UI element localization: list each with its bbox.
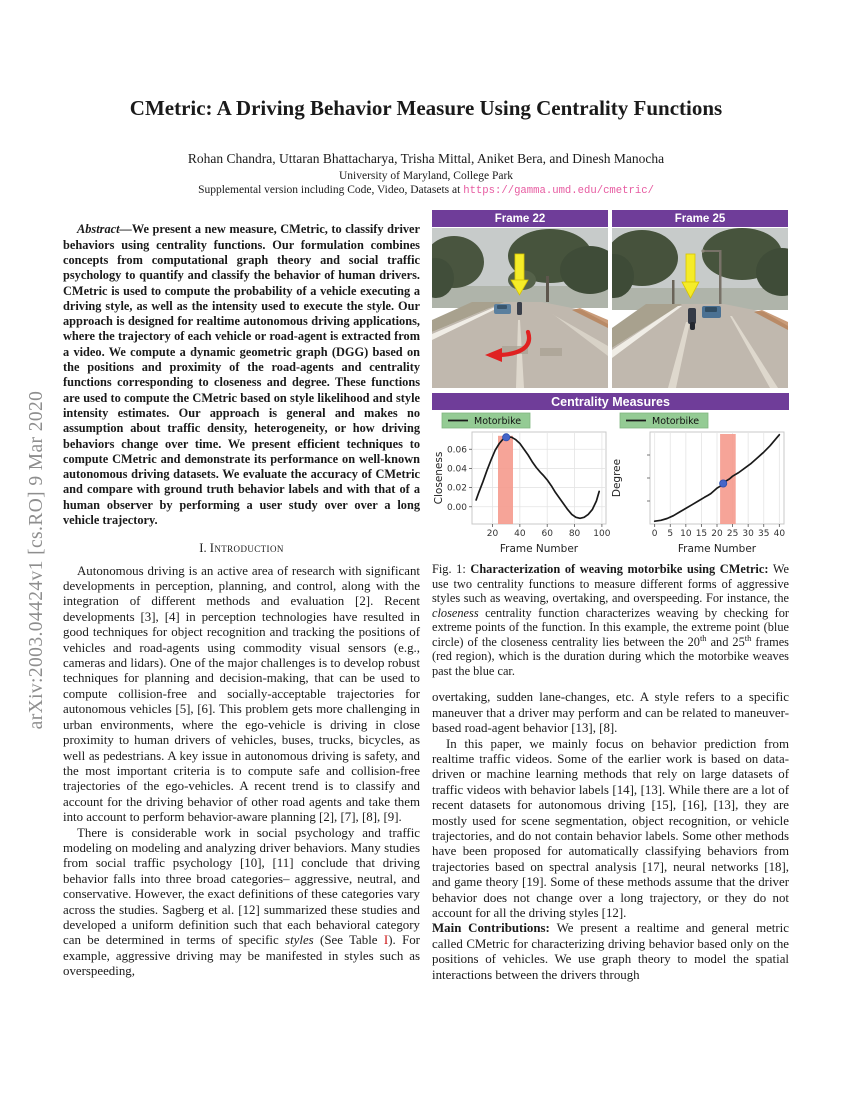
abstract-text: We present a new measure, CMetric, to classify driver behaviors using centrality functions. Our formulation combines concepts from computational graph theory and social traffic psychology to quantify and classify the behavior of human drivers. CMetric is used to compute the probability of a vehicle executing a driving style, as well as the intensity used to execute the style. Our approach is designed for realtime autonomous driving applications, where the trajectory of each vehicle or road-agent is extracted from a video. We compute a dynamic geometric graph (DGG) based on the positions and proximity of the road-agents and centrality functions corresponding to closeness and degree. These functions are used to compute the CMetric based on style likelihood and style intensity estimates. Our approach is general and makes no assumption about traffic density, heterogeneity, or how driving behaviors change over time. We present efficient techniques to compute CMetric and demonstrate its performance on well-known autonomous driving datasets. We evaluate the accuracy of CMetric and compare with ground truth behavior labels and with that of a human observer by performing a user study over over a long vehicle trajectory. xyxy=(63,222,420,527)
intro-p2-text-c: ). For example, aggressive driving may be manifested in styles such as overspeeding, xyxy=(63,933,420,979)
svg-text:0.02: 0.02 xyxy=(446,483,467,494)
frame-22-header: Frame 22 xyxy=(432,210,608,227)
svg-text:5: 5 xyxy=(667,529,674,539)
caption-sup-1: th xyxy=(699,632,707,643)
caption-sup-2: th xyxy=(744,632,752,643)
svg-text:35: 35 xyxy=(758,529,770,539)
supplemental-line xyxy=(63,184,789,197)
right-column xyxy=(432,210,789,983)
caption-bold: Characterization of weaving motorbike using CMetric: xyxy=(470,562,769,576)
svg-text:Frame Number: Frame Number xyxy=(677,543,757,555)
frame-22-photo xyxy=(432,228,608,388)
caption-text-d: frames (red region), which is the duration during which the motorbike weaves past the blue car. xyxy=(432,634,789,678)
yellow-arrow-icon xyxy=(515,254,524,280)
svg-text:15: 15 xyxy=(695,529,708,539)
figure-1 xyxy=(432,210,789,678)
video-frame-22 xyxy=(432,210,608,388)
author-list: Rohan Chandra, Uttaran Bhattacharya, Trisha Mittal, Aniket Bera, and Dinesh Manocha xyxy=(187,151,665,166)
svg-text:Closeness: Closeness xyxy=(433,451,445,505)
caption-tag: Fig. 1: xyxy=(432,562,471,576)
svg-text:20: 20 xyxy=(711,529,723,539)
svg-text:30: 30 xyxy=(742,529,754,539)
svg-text:25: 25 xyxy=(726,529,739,539)
closeness-chart xyxy=(432,412,610,555)
centrality-measures-banner: Centrality Measures xyxy=(432,393,789,410)
svg-text:60: 60 xyxy=(541,529,553,539)
supplemental-text: Supplemental version including Code, Video, Datasets at xyxy=(198,184,464,196)
supplemental-url-link[interactable]: https://gamma.umd.edu/cmetric/ xyxy=(463,185,654,197)
video-frame-25 xyxy=(612,210,788,388)
svg-text:Motorbike: Motorbike xyxy=(652,416,700,427)
section-title: Introduction xyxy=(209,540,284,555)
section-heading-introduction xyxy=(63,541,420,556)
svg-text:0: 0 xyxy=(651,529,658,539)
svg-text:0.04: 0.04 xyxy=(446,464,467,475)
col2-paragraph-2: In this paper, we mainly focus on behavior prediction from realtime traffic videos. Some of the earlier work is based on data-driven or machine learning methods that rely on large datasets of traffic videos with behavior labels [14], [13]. While there are a lot of recent datasets for autonomous driving [15], [16], [13], they are mostly used for scene segmentation, object recognition, or vehicle trajectories, and do not contain behavior labels. Some other methods have been proposed for automatically classifying behaviors from trajectories based on spectral analysis [17], neural networks [18], and game theory [19]. Some of these methods assume that the driver behavior does not change over a long trajectory, or they do not account for all the driving styles [12]. xyxy=(432,736,789,921)
intro-paragraph-2 xyxy=(63,826,420,980)
frame-25-header: Frame 25 xyxy=(612,210,788,227)
intro-p2-text-b: (See Table xyxy=(313,933,384,948)
caption-text-c: and 25 xyxy=(706,634,745,649)
svg-text:10: 10 xyxy=(680,529,692,539)
degree-chart xyxy=(610,412,788,555)
caption-text-b: centrality function characterizes weaving by checking for extreme points of the function. In this example, the extreme point (blue circle) of the closeness centrality lies between the 20 xyxy=(432,605,789,649)
figure-caption xyxy=(432,562,789,678)
video-frames-row xyxy=(432,210,789,388)
svg-text:Degree: Degree xyxy=(611,458,623,498)
col2-p3-text: We present a realtime and general metric called CMetric for characterizing driving behavior based only on the positions of vehicles. We use graph theory to model the spatial interactions between the drivers through xyxy=(432,921,789,982)
svg-text:Motorbike: Motorbike xyxy=(474,416,522,427)
paper-title: CMetric: A Driving Behavior Measure Using Centrality Functions xyxy=(129,96,723,120)
abstract-lead: Abstract— xyxy=(77,222,132,237)
svg-text:20: 20 xyxy=(486,529,499,539)
svg-text:0.06: 0.06 xyxy=(446,445,467,456)
caption-text-a: We use two centrality functions to measure different forms of aggressive styles such as weaving, overtaking, and overspeeding. For instance, the xyxy=(432,562,789,605)
col2-paragraph-1: overtaking, sudden lane-changes, etc. A style refers to a specific maneuver that a driver may perform and can be related to maneuver-based road-agent behavior [13], [8]. xyxy=(432,690,789,736)
main-contributions-lead: Main Contributions: xyxy=(432,921,557,936)
styles-italic: styles xyxy=(285,933,314,948)
intro-paragraph-1: Autonomous driving is an active area of research with significant developments in perception, planning, and control, along with the integration of different methods and evaluation [2]. Recent developments [3], [4] in perception technologies have resulted in good techniques for object recognition and tracking the positions of vehicles and road-agents using commodity visual sensors (e.g., cameras and lidars). One of the major challenges is to develop robust techniques for planning and decision-making, that can be used to compute collision-free and socially-acceptable trajectories for autonomous vehicles [5], [6]. This problem gets more challenging in urban environments, where the ego-vehicle is driving in close proximity to human drivers of vehicles, buses, trucks, bicycles, as well as pedestrians. A key issue in autonomous driving is safety, and the most important criteria is to compute safe and collision-free trajectories of the ego-vehicles. A recent trend is to classify and account for the driving behavior of other road agents and take them into account to perform behavior-aware planning [2], [7], [8], [9]. xyxy=(63,563,420,825)
frame-25-photo xyxy=(612,228,788,388)
svg-text:80: 80 xyxy=(568,529,581,539)
svg-text:0.00: 0.00 xyxy=(446,502,467,513)
left-column xyxy=(63,210,420,983)
closeness-italic: closeness xyxy=(432,605,479,620)
yellow-arrow-icon xyxy=(686,254,695,282)
intro-p2-text-a: There is considerable work in social psychology and traffic modeling on modeling and analyzing driver behaviors. Many studies from social traffic psychology [10], [11] conclude that driving behavior falls into three broad categories– aggressive, neutral, and conservative. However, the exact definitions of these categories vary across the studies. Sagberg et al. [12] summarized these studies and developed a uniform definition such that each behavioral category can be determined in terms of specific xyxy=(63,825,420,948)
svg-text:100: 100 xyxy=(593,529,610,539)
abstract-paragraph xyxy=(63,222,420,528)
arxiv-stamp: arXiv:2003.04424v1 [cs.RO] 9 Mar 2020 xyxy=(26,390,47,730)
col2-paragraph-3 xyxy=(432,921,789,983)
svg-text:40: 40 xyxy=(514,529,526,539)
svg-text:40: 40 xyxy=(773,529,786,539)
affiliation: University of Maryland, College Park xyxy=(338,170,514,182)
table-ref-link[interactable]: I xyxy=(383,933,389,948)
svg-text:Frame Number: Frame Number xyxy=(499,543,579,555)
section-number: I. xyxy=(199,540,207,555)
charts-row xyxy=(432,412,789,555)
